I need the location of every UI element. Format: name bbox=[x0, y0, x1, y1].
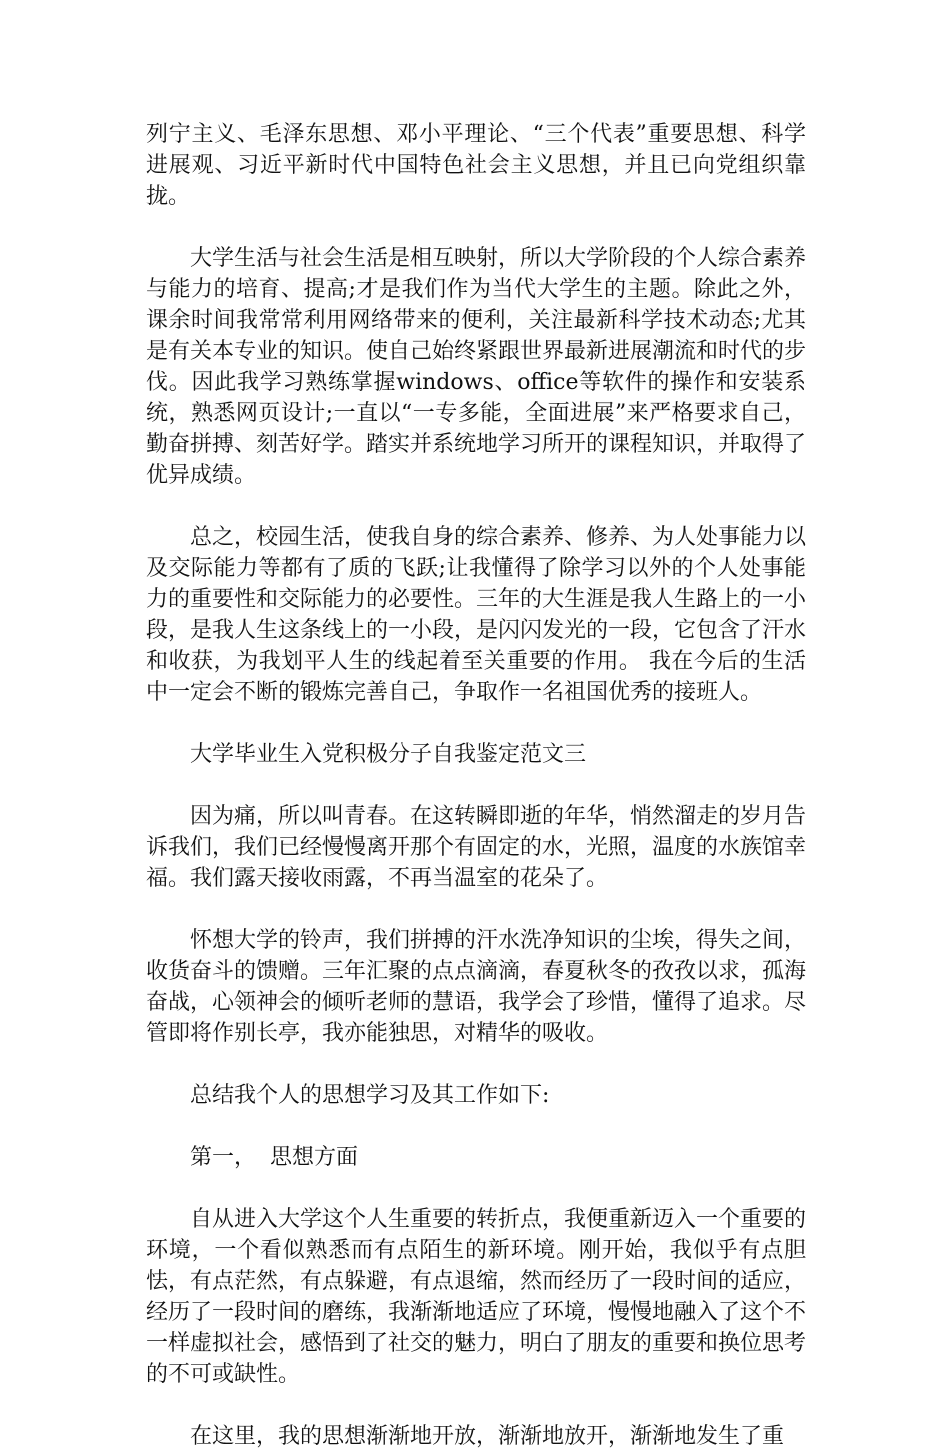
summary-intro: 总结我个人的思想学习及其工作如下: bbox=[190, 1083, 550, 1108]
body-paragraph-1: 列宁主义、毛泽东思想、邓小平理论、“三个代表”重要思想、科学进展观、习近平新时代中国特色社会主义思想，并且已向党组织靠拢。 bbox=[146, 122, 806, 209]
body-paragraph-5: 怀想大学的铃声，我们拼搏的汗水洗净知识的尘埃，得失之间，收货奋斗的馈赠。三年汇聚的点点滴滴，春夏秋冬的孜孜以求，孤海奋战，心领神会的倾听老师的慧语，我学会了珍惜，懂得了追求。尽管即将作别长亭，我亦能独思，对精华的吸收。 bbox=[146, 928, 807, 1046]
body-paragraph-2: 大学生活与社会生活是相互映射，所以大学阶段的个人综合素养与能力的培育、提高;才是我们作为当代大学生的主题。除此之外，课余时间我常常利用网络带来的便利，关注最新科学技术动态;尤其是有关本专业的知识。使自己始终紧跟世界最新进展潮流和时代的步伐。因此我学习熟练掌握windows、office等软件的操作和安装系统，熟悉网页设计;一直以“一专多能，全面进展”来严格要求自己，勤奋拼搏、刻苦好学。踏实并系统地学习所开的课程知识，并取得了优异成绩。 bbox=[146, 246, 807, 488]
body-paragraph-3: 总之，校园生活，使我自身的综合素养、修养、为人处事能力以及交际能力等都有了质的飞跃;让我懂得了除学习以外的个人处事能力的重要性和交际能力的必要性。三年的大生涯是我人生路上的一小段，是我人生这条线上的一小段，是闪闪发光的一段，它包含了汗水和收获，为我划平人生的线起着至关重要的作用。 我在今后的生活中一定会不断的锻炼完善自己，争取作一名祖国优秀的接班人。 bbox=[146, 525, 807, 705]
subsection-heading: 第一， 思想方面 bbox=[190, 1145, 358, 1170]
document-page bbox=[146, 119, 806, 1452]
body-paragraph-6: 自从进入大学这个人生重要的转折点，我便重新迈入一个重要的环境，一个看似熟悉而有点陌生的新环境。刚开始，我似乎有点胆怯，有点茫然，有点躲避，有点退缩，然而经历了一段时间的适应，经历了一段时间的磨练，我渐渐地适应了环境，慢慢地融入了这个不一样虚拟社会，感悟到了社交的魅力，明白了朋友的重要和换位思考的不可或缺性。 bbox=[146, 1207, 807, 1387]
body-paragraph-7: 在这里，我的思想渐渐地开放，渐渐地放开，渐渐地发生了重 bbox=[190, 1424, 785, 1449]
section-heading: 大学毕业生入党积极分子自我鉴定范文三 bbox=[190, 742, 587, 767]
body-paragraph-4: 因为痛，所以叫青春。在这转瞬即逝的年华，悄然溜走的岁月告诉我们，我们已经慢慢离开那个有固定的水，光照，温度的水族馆幸福。我们露天接收雨露，不再当温室的花朵了。 bbox=[146, 804, 807, 891]
